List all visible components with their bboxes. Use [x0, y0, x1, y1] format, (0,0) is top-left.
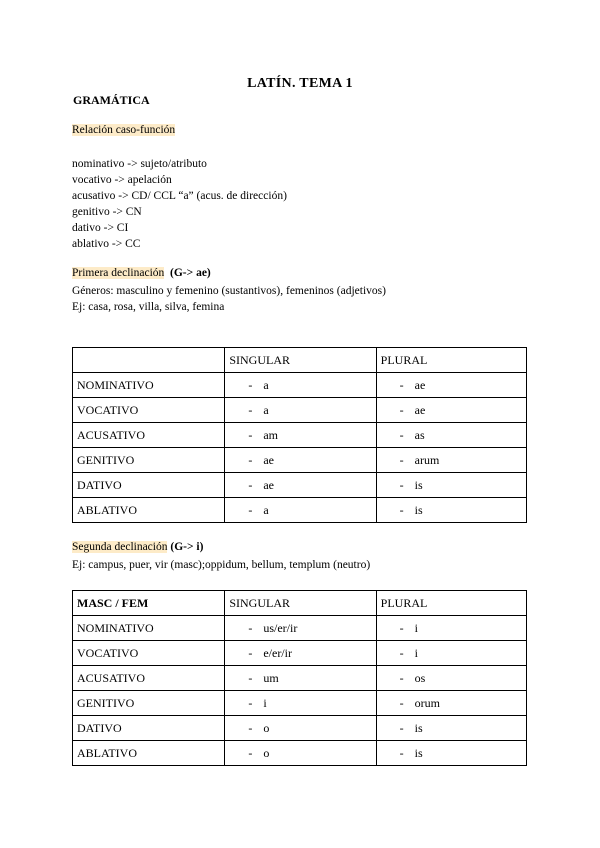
case-cell: DATIVO — [73, 716, 225, 741]
segunda-heading-suffix: (G-> i) — [170, 541, 204, 553]
table-row — [73, 448, 527, 473]
plural-cell: - is — [376, 473, 526, 498]
header-cell: PLURAL — [376, 591, 526, 616]
table-row — [73, 473, 527, 498]
table-row — [73, 423, 527, 448]
segunda-heading — [72, 541, 203, 553]
relacion-line: dativo -> CI — [72, 222, 129, 234]
relacion-heading-text: Relación caso-función — [72, 124, 176, 136]
relacion-line: vocativo -> apelación — [72, 174, 172, 186]
segunda-ejemplos: Ej: campus, puer, vir (masc);oppidum, bellum, templum (neutro) — [72, 559, 371, 571]
relacion-line: nominativo -> sujeto/atributo — [72, 158, 207, 170]
header-cell: MASC / FEM — [73, 591, 225, 616]
table-header-row — [73, 348, 527, 373]
case-cell: ABLATIVO — [73, 498, 225, 523]
primera-heading — [72, 267, 211, 279]
table-row — [73, 691, 527, 716]
plural-cell: - as — [376, 423, 526, 448]
singular-cell: - ae — [225, 448, 376, 473]
table-row — [73, 498, 527, 523]
case-cell: GENITIVO — [73, 691, 225, 716]
singular-cell: - ae — [225, 473, 376, 498]
table-row — [73, 666, 527, 691]
relacion-line: genitivo -> CN — [72, 206, 142, 218]
case-cell: VOCATIVO — [73, 398, 225, 423]
primera-heading-text: Primera declinación — [72, 267, 165, 279]
plural-cell: - ae — [376, 373, 526, 398]
primera-generos: Géneros: masculino y femenino (sustantivos), femeninos (adjetivos) — [72, 285, 386, 297]
plural-cell: - os — [376, 666, 526, 691]
relacion-heading — [72, 124, 175, 136]
plural-cell: - orum — [376, 691, 526, 716]
plural-cell: - ae — [376, 398, 526, 423]
case-cell: GENITIVO — [73, 448, 225, 473]
case-cell: ABLATIVO — [73, 741, 225, 766]
singular-cell: - a — [225, 398, 376, 423]
singular-cell: - a — [225, 498, 376, 523]
table-row — [73, 741, 527, 766]
segunda-declension-table — [72, 590, 527, 766]
segunda-heading-text: Segunda declinación — [72, 541, 168, 553]
header-cell — [73, 348, 225, 373]
table-header-row — [73, 591, 527, 616]
singular-cell: - e/er/ir — [225, 641, 376, 666]
plural-cell: - is — [376, 716, 526, 741]
relacion-line: acusativo -> CD/ CCL “a” (acus. de dirección) — [72, 190, 287, 202]
plural-cell: - is — [376, 498, 526, 523]
header-cell: SINGULAR — [225, 591, 376, 616]
plural-cell: - is — [376, 741, 526, 766]
table-row — [73, 716, 527, 741]
case-cell: NOMINATIVO — [73, 373, 225, 398]
primera-heading-suffix: (G-> ae) — [170, 267, 211, 279]
case-cell: DATIVO — [73, 473, 225, 498]
header-cell: PLURAL — [376, 348, 526, 373]
plural-cell: - i — [376, 641, 526, 666]
singular-cell: - i — [225, 691, 376, 716]
case-cell: ACUSATIVO — [73, 423, 225, 448]
page-title: LATÍN. TEMA 1 — [247, 76, 353, 91]
relacion-line: ablativo -> CC — [72, 238, 141, 250]
primera-declension-table — [72, 347, 527, 523]
table-row — [73, 616, 527, 641]
singular-cell: - um — [225, 666, 376, 691]
header-cell: SINGULAR — [225, 348, 376, 373]
table-row — [73, 373, 527, 398]
singular-cell: - o — [225, 716, 376, 741]
singular-cell: - a — [225, 373, 376, 398]
case-cell: ACUSATIVO — [73, 666, 225, 691]
singular-cell: - us/er/ir — [225, 616, 376, 641]
plural-cell: - arum — [376, 448, 526, 473]
case-cell: NOMINATIVO — [73, 616, 225, 641]
singular-cell: - o — [225, 741, 376, 766]
table-row — [73, 398, 527, 423]
case-cell: VOCATIVO — [73, 641, 225, 666]
primera-ejemplos: Ej: casa, rosa, villa, silva, femina — [72, 301, 225, 313]
singular-cell: - am — [225, 423, 376, 448]
plural-cell: - i — [376, 616, 526, 641]
table-row — [73, 641, 527, 666]
section-subtitle: GRAMÁTICA — [73, 93, 150, 107]
